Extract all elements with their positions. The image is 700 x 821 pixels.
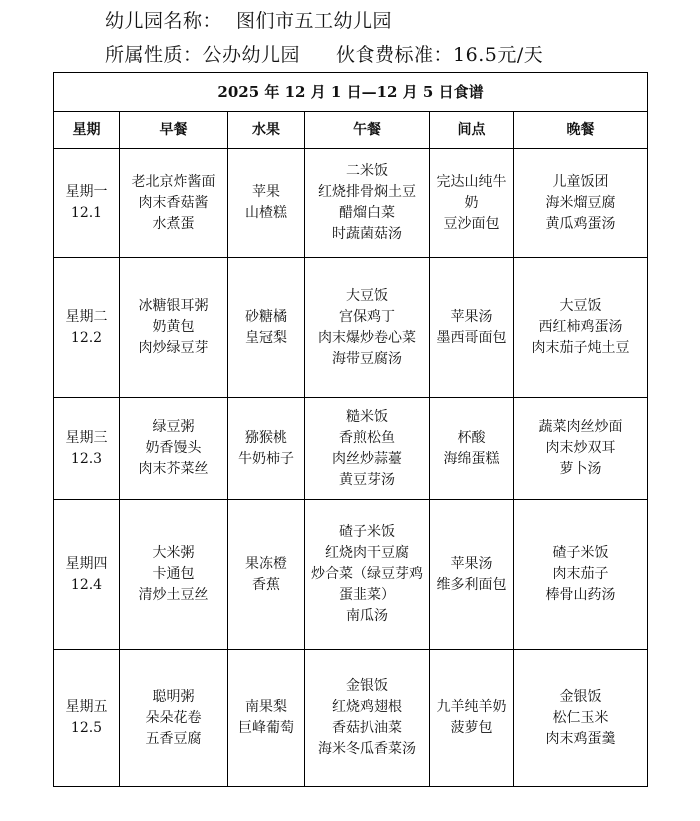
lunch-item: 红烧排骨焖土豆	[318, 184, 416, 200]
lunch-item: 碴子米饭	[339, 524, 395, 540]
snack-item: 菠萝包	[450, 720, 493, 736]
table-row	[54, 650, 648, 787]
column-header-day: 星期	[54, 112, 120, 149]
breakfast-item: 肉末香菇酱	[138, 194, 209, 211]
fruit-item: 牛奶柿子	[238, 450, 294, 467]
date: 12.2	[70, 329, 103, 346]
fee-value: 16.5元/天	[453, 44, 544, 66]
fee-label: 伙食费标准：	[336, 44, 454, 66]
lunch-item: 宫保鸡丁	[339, 308, 395, 325]
dinner-item: 蔬菜肉丝炒面	[538, 419, 623, 435]
dinner-item: 肉末鸡蛋羹	[545, 730, 616, 747]
lunch-item: 大豆饭	[346, 287, 388, 304]
fruit-cell	[228, 500, 305, 650]
lunch-item: 香煎松鱼	[339, 429, 395, 446]
dinner-cell	[514, 149, 648, 258]
breakfast-item: 五香豆腐	[145, 730, 202, 747]
snack-cell	[430, 398, 514, 500]
breakfast-cell	[120, 650, 228, 787]
breakfast-item: 冰糖银耳粥	[138, 298, 209, 314]
snack-cell	[430, 650, 514, 787]
column-header-dinner: 晚餐	[514, 112, 648, 149]
fruit-item: 皇冠梨	[245, 329, 287, 346]
dinner-item: 大豆饭	[559, 298, 602, 314]
day-cell	[54, 650, 120, 787]
lunch-item: 海带豆腐汤	[332, 350, 402, 367]
breakfast-cell	[120, 500, 228, 650]
snack-item: 苹果汤	[450, 555, 493, 572]
breakfast-item: 绿豆粥	[152, 419, 195, 435]
kindergarten-label: 幼儿园名称：	[105, 10, 223, 32]
fruit-item: 山楂糕	[245, 205, 287, 221]
day-cell	[54, 149, 120, 258]
dinner-item: 儿童饭团	[552, 173, 609, 190]
dinner-item: 西红柿鸡蛋汤	[538, 319, 623, 335]
snack-cell	[430, 500, 514, 650]
kindergarten-name-line	[105, 6, 392, 33]
lunch-item: 南瓜汤	[346, 608, 388, 624]
lunch-item: 二米饭	[346, 163, 388, 179]
lunch-cell	[305, 398, 430, 500]
weekday: 星期二	[65, 308, 108, 325]
snack-cell	[430, 149, 514, 258]
lunch-item: 金银饭	[346, 678, 388, 694]
nature-fee-line	[105, 40, 543, 67]
fruit-item: 果冻橙	[245, 555, 287, 572]
lunch-cell	[305, 149, 430, 258]
column-header-fruit: 水果	[228, 112, 305, 149]
breakfast-item: 奶黄包	[152, 319, 195, 335]
fruit-item: 南果梨	[245, 699, 287, 715]
dinner-cell	[514, 650, 648, 787]
date: 12.3	[70, 450, 103, 467]
lunch-item: 红烧鸡翅根	[332, 699, 402, 715]
lunch-item: 糙米饭	[346, 408, 388, 425]
fruit-cell	[228, 398, 305, 500]
fruit-item: 苹果	[252, 184, 280, 200]
breakfast-cell	[120, 258, 228, 398]
fruit-item: 砂糖橘	[245, 308, 287, 325]
day-cell	[54, 258, 120, 398]
snack-item: 九羊纯羊奶	[436, 699, 507, 715]
breakfast-item: 卡通包	[152, 566, 195, 582]
weekday: 星期五	[65, 699, 108, 715]
lunch-item: 红烧肉干豆腐	[325, 545, 409, 561]
lunch-cell	[305, 650, 430, 787]
breakfast-cell	[120, 149, 228, 258]
breakfast-item: 聪明粥	[152, 688, 195, 705]
dinner-item: 萝卜汤	[559, 461, 602, 477]
nature-label: 所属性质：	[105, 44, 203, 66]
lunch-item: 香菇扒油菜	[332, 720, 402, 736]
dinner-item: 松仁玉米	[552, 709, 609, 726]
table-row	[54, 149, 648, 258]
dinner-item: 棒骨山药汤	[545, 587, 616, 603]
breakfast-item: 肉末芥菜丝	[138, 461, 209, 477]
snack-item: 海绵蛋糕	[443, 450, 500, 467]
breakfast-item: 老北京炸酱面	[131, 173, 216, 190]
lunch-cell	[305, 500, 430, 650]
breakfast-item: 肉炒绿豆芽	[138, 340, 209, 356]
snack-item: 维多利面包	[436, 576, 507, 593]
date: 12.1	[70, 205, 103, 221]
table-row	[54, 500, 648, 650]
date: 12.5	[70, 720, 103, 736]
date: 12.4	[70, 576, 103, 593]
day-cell	[54, 398, 120, 500]
snack-item: 杯酸	[457, 429, 486, 446]
weekday: 星期三	[65, 429, 108, 446]
weekday: 星期四	[65, 555, 108, 572]
dinner-item: 金银饭	[559, 688, 602, 705]
lunch-item: 海米冬瓜香菜汤	[318, 741, 416, 757]
snack-item: 苹果汤	[450, 308, 493, 325]
snack-item: 墨西哥面包	[436, 329, 507, 346]
nature-value: 公办幼儿园	[202, 44, 301, 66]
breakfast-item: 朵朵花卷	[145, 709, 202, 726]
breakfast-item: 奶香馒头	[145, 440, 202, 456]
dinner-item: 肉末茄子	[552, 566, 609, 582]
breakfast-item: 大米粥	[152, 545, 195, 561]
dinner-cell	[514, 500, 648, 650]
lunch-item: 时蔬菌菇汤	[332, 226, 402, 242]
column-header-row	[54, 112, 648, 149]
lunch-cell	[305, 258, 430, 398]
snack-item: 完达山纯牛奶	[436, 173, 507, 211]
column-header-lunch: 午餐	[305, 112, 430, 149]
lunch-item: 醋熘白菜	[339, 205, 395, 221]
fruit-item: 猕猴桃	[245, 429, 287, 446]
breakfast-item: 水煮蛋	[152, 215, 195, 232]
dinner-item: 肉末炒双耳	[545, 440, 616, 456]
table-title: 2025 年 12 月 1 日—12 月 5 日食谱	[54, 73, 648, 112]
lunch-item: 肉末爆炒卷心菜	[318, 329, 416, 346]
fruit-item: 巨峰葡萄	[238, 720, 294, 736]
dinner-cell	[514, 398, 648, 500]
fruit-cell	[228, 149, 305, 258]
table-row	[54, 258, 648, 398]
dinner-cell	[514, 258, 648, 398]
kindergarten-name: 图们市五工幼儿园	[236, 10, 393, 32]
day-cell	[54, 500, 120, 650]
column-header-snack: 间点	[430, 112, 514, 149]
snack-cell	[430, 258, 514, 398]
table-row	[54, 398, 648, 500]
breakfast-item: 清炒土豆丝	[138, 587, 209, 603]
lunch-item: 黄豆芽汤	[339, 471, 395, 488]
column-header-breakfast: 早餐	[120, 112, 228, 149]
dinner-item: 海米熘豆腐	[545, 194, 616, 211]
dinner-item: 碴子米饭	[552, 545, 609, 561]
fruit-cell	[228, 258, 305, 398]
weekday: 星期一	[65, 184, 108, 200]
breakfast-cell	[120, 398, 228, 500]
dinner-item: 肉末茄子炖土豆	[531, 340, 630, 356]
fruit-cell	[228, 650, 305, 787]
weekly-menu-table	[53, 72, 648, 787]
dinner-item: 黄瓜鸡蛋汤	[545, 215, 616, 232]
lunch-item: 肉丝炒蒜薹	[332, 450, 402, 467]
fruit-item: 香蕉	[252, 576, 280, 593]
snack-item: 豆沙面包	[443, 215, 500, 232]
lunch-item: 炒合菜（绿豆芽鸡蛋韭菜）	[311, 566, 423, 603]
